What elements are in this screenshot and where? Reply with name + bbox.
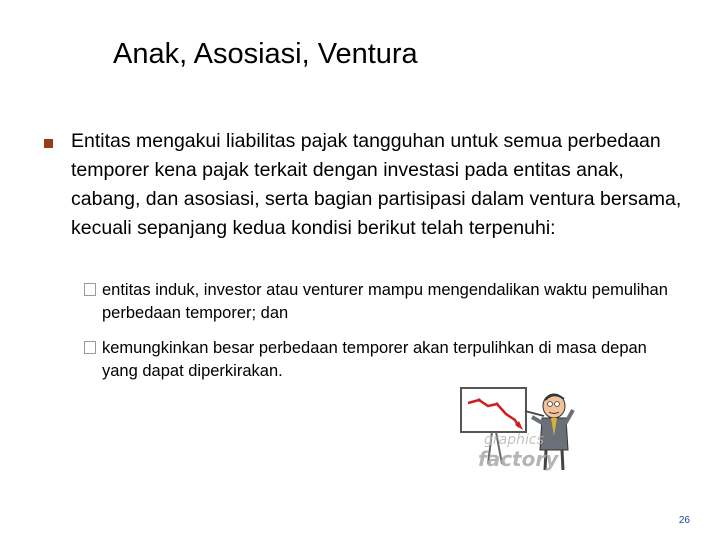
sub-bullet-text: entitas induk, investor atau venturer mampu mengendalikan waktu pemulihan perbedaan temporer; dan [102, 281, 668, 322]
main-bullet-text: Entitas mengakui liabilitas pajak tangguhan untuk semua perbedaan temporer kena pajak terkait dengan investasi pada entitas anak, cabang, dan asosiasi, serta bagian partisipasi dalam ventura bersama, kecuali sepanjang kedua kondisi berikut telah terpenuhi: [71, 130, 682, 239]
svg-text:factory: factory [478, 447, 559, 471]
svg-text:graphics: graphics [484, 432, 544, 448]
square-bullet-icon [44, 139, 53, 148]
sub-bullet-text: kemungkinkan besar perbedaan temporer akan terpulihkan di masa depan yang dapat diperkirakan. [102, 339, 647, 380]
checkbox-bullet-icon [84, 341, 96, 354]
page-number: 26 [678, 515, 690, 526]
presenter-chart-clipart [452, 380, 612, 476]
slide-title: Anak, Asosiasi, Ventura [113, 38, 418, 70]
checkbox-bullet-icon [84, 283, 96, 296]
